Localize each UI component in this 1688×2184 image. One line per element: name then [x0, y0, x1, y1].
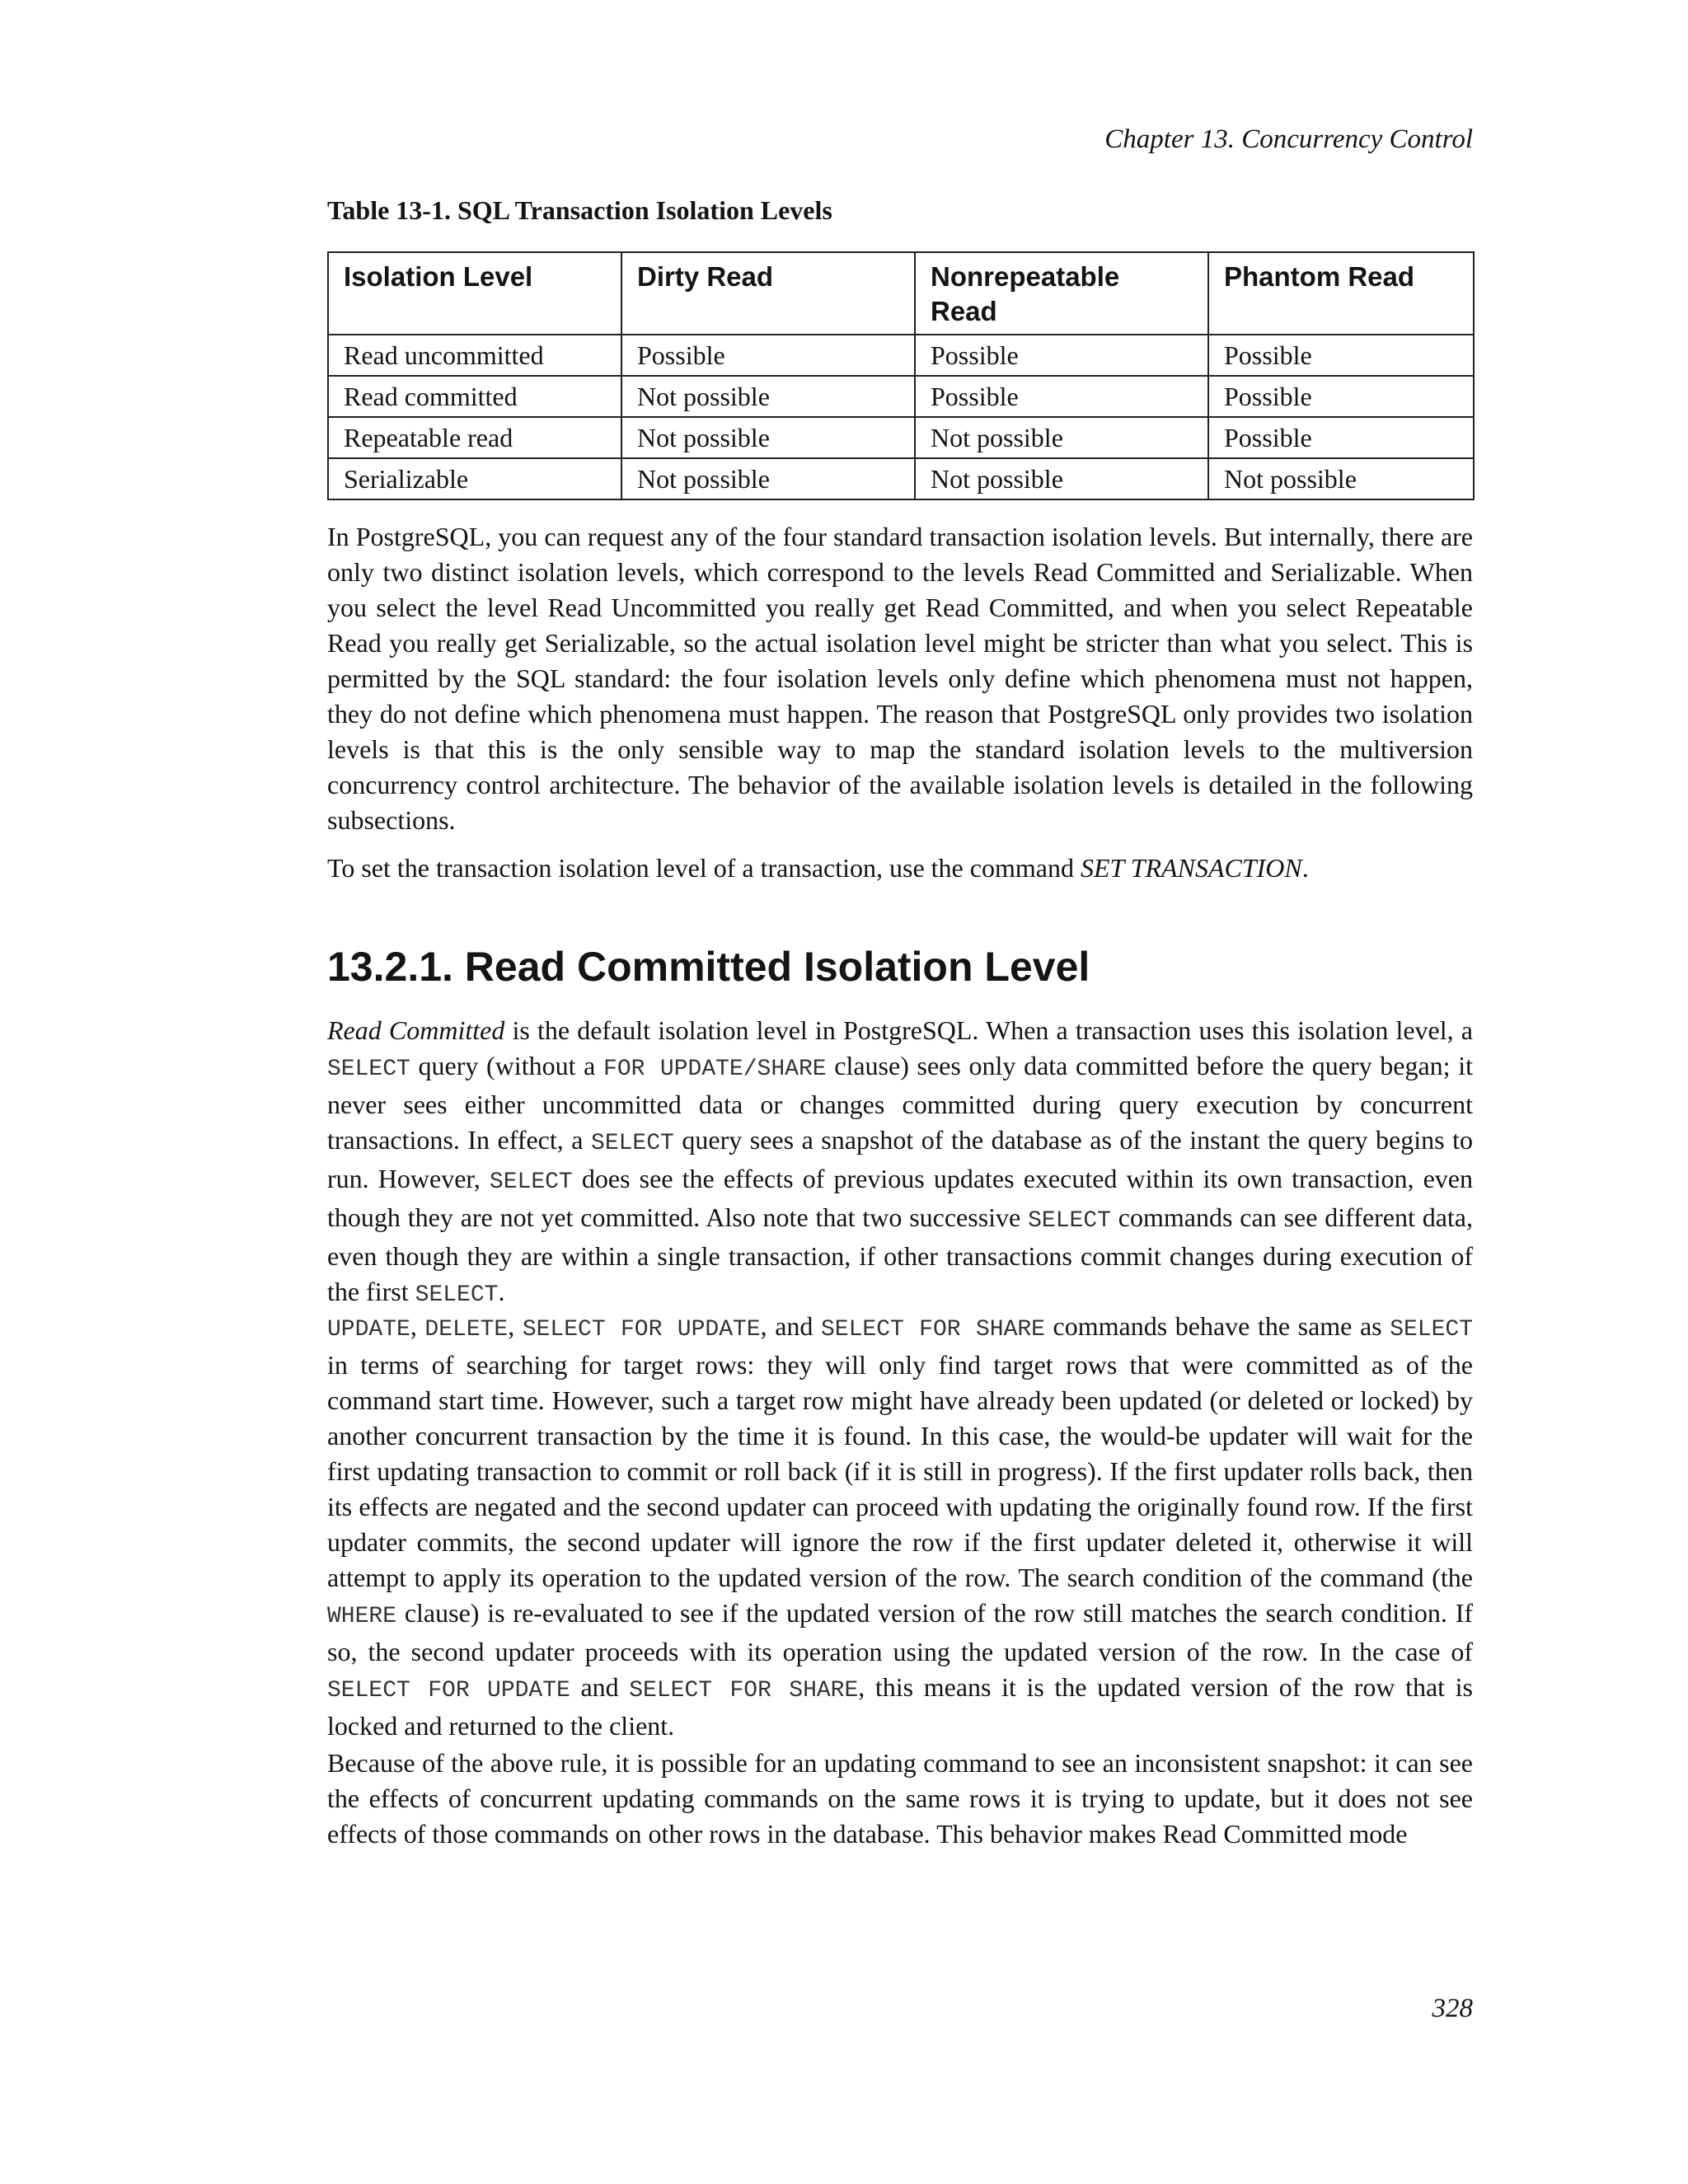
- section-heading: 13.2.1. Read Committed Isolation Level: [327, 944, 1090, 990]
- text-run: ,: [410, 1311, 425, 1341]
- table-row: [328, 417, 1474, 458]
- running-header: Chapter 13. Concurrency Control: [1104, 124, 1473, 154]
- code-literal: SELECT: [489, 1169, 573, 1195]
- text-run: query sees a snapshot of the database as of the instant the query begins to run. However,: [327, 1125, 1474, 1193]
- table-cell: Serializable: [328, 458, 621, 499]
- table-cell: Not possible: [915, 458, 1208, 499]
- code-literal: SELECT FOR SHARE: [629, 1678, 859, 1704]
- text-run: is the default isolation level in PostgreSQL. When a transaction uses this isolation level, a: [504, 1015, 1474, 1045]
- table-cell: Not possible: [1208, 458, 1474, 499]
- text-run: , this means it is the updated version of the row that is locked and returned to the client.: [327, 1672, 1474, 1741]
- text-run: .: [1301, 853, 1309, 883]
- code-literal: SELECT: [327, 1057, 410, 1082]
- text-run: query (without a: [410, 1051, 604, 1080]
- paragraph-update-behavior: [327, 1309, 1473, 1744]
- table-row: [328, 376, 1474, 417]
- code-literal: SELECT: [1390, 1317, 1474, 1343]
- text-run: in terms of searching for target rows: they will only find target rows that were committed as of the command start time. However, such a target row might have already been updated (or deleted or locked) by another concurrent transaction by the time it is found. In this case, the would-be updater will wait for the first updating transaction to commit or roll back (if it is still in progress). If the first updater rolls back, then its effects are negated and the second updater can proceed with updating the originally found row. If the first updater commits, the second updater will ignore the row if the first updater deleted it, otherwise it will attempt to apply its operation to the updated version of the row. The search condition of the command (the: [327, 1350, 1473, 1592]
- table-row: [328, 458, 1474, 499]
- column-header: Dirty Read: [621, 252, 915, 335]
- text-run: .: [498, 1277, 505, 1306]
- code-literal: SELECT: [1028, 1208, 1111, 1234]
- table-cell: Not possible: [621, 458, 915, 499]
- table-cell: Possible: [1208, 417, 1474, 458]
- text-run: and: [570, 1672, 630, 1702]
- table-cell: Repeatable read: [328, 417, 621, 458]
- code-literal: SELECT FOR UPDATE: [327, 1678, 570, 1704]
- table-cell: Possible: [1208, 335, 1474, 376]
- code-literal: SELECT: [415, 1282, 499, 1308]
- table-row: [328, 335, 1474, 376]
- text-run: commands can see different data, even though they are within a single transaction, if other transactions commit changes during execution of the first: [327, 1202, 1474, 1306]
- code-literal: FOR UPDATE/SHARE: [603, 1057, 827, 1082]
- code-literal: UPDATE: [327, 1317, 410, 1343]
- paragraph-read-committed: [327, 1013, 1473, 1313]
- paragraph-inconsistent-snapshot: Because of the above rule, it is possible for an updating command to see an inconsistent snapshot: it can see the effects of concurrent updating commands on the same rows it is trying to update, but it does not see effects of those commands on other rows in the database. This behavior makes Read Committed mode: [327, 1748, 1473, 1849]
- table-cell: Possible: [1208, 376, 1474, 417]
- text-run: ,: [508, 1311, 523, 1341]
- text-run: clause) is re-evaluated to see if the updated version of the row still matches the search condition. If so, the second updater proceeds with its operation using the updated version of the row. In the case of: [327, 1598, 1473, 1666]
- text-run: clause) sees only data committed before the query began; it never sees either uncommitted data or changes committed during query execution by concurrent transactions. In effect, a: [327, 1051, 1474, 1155]
- table-cell: Not possible: [621, 376, 915, 417]
- column-header: Phantom Read: [1208, 252, 1474, 335]
- paragraph-set-transaction: [327, 851, 1473, 886]
- table-cell: Possible: [915, 376, 1208, 417]
- code-literal: SELECT FOR UPDATE: [522, 1317, 761, 1343]
- page-number: 328: [1432, 1994, 1473, 2023]
- table-cell: Not possible: [915, 417, 1208, 458]
- text-run: To set the transaction isolation level of a transaction, use the command: [327, 853, 1081, 883]
- text-run: does see the effects of previous updates executed within its own transaction, even though they are not yet committed. Also note that two successive: [327, 1164, 1474, 1232]
- table-cell: Possible: [915, 335, 1208, 376]
- text-run: commands behave the same as: [1044, 1311, 1390, 1341]
- paragraph-isolation-overview: In PostgreSQL, you can request any of the four standard transaction isolation levels. But internally, there are only two distinct isolation levels, which correspond to the levels Read Committed and Serializable. When you select the level Read Uncommitted you really get Read Committed, and when you select Repeatable Read you really get Serializable, so the actual isolation level might be stricter than what you select. This is permitted by the SQL standard: the four isolation levels only define which phenomena must not happen, they do not define which phenomena must happen. The reason that PostgreSQL only provides two isolation levels is that this is the only sensible way to map the standard isolation levels to the multiversion concurrency control architecture. The behavior of the available isolation levels is detailed in the following subsections.: [327, 522, 1473, 835]
- term-emphasis: Read Committed: [327, 1015, 505, 1045]
- code-literal: SELECT FOR SHARE: [820, 1317, 1045, 1343]
- column-header: Nonrepeatable Read: [915, 252, 1208, 335]
- column-header: Isolation Level: [328, 252, 621, 335]
- isolation-levels-table: [327, 251, 1475, 500]
- table-title: Table 13-1. SQL Transaction Isolation Levels: [327, 195, 832, 225]
- code-literal: SELECT: [591, 1131, 674, 1156]
- code-literal: WHERE: [327, 1604, 397, 1629]
- table-cell: Possible: [621, 335, 915, 376]
- table-cell: Not possible: [621, 417, 915, 458]
- table-header-row: [328, 252, 1474, 335]
- text-run: , and: [760, 1311, 821, 1341]
- table-cell: Read uncommitted: [328, 335, 621, 376]
- table-cell: Read committed: [328, 376, 621, 417]
- code-literal: DELETE: [424, 1317, 509, 1343]
- command-reference: SET TRANSACTION: [1080, 853, 1302, 883]
